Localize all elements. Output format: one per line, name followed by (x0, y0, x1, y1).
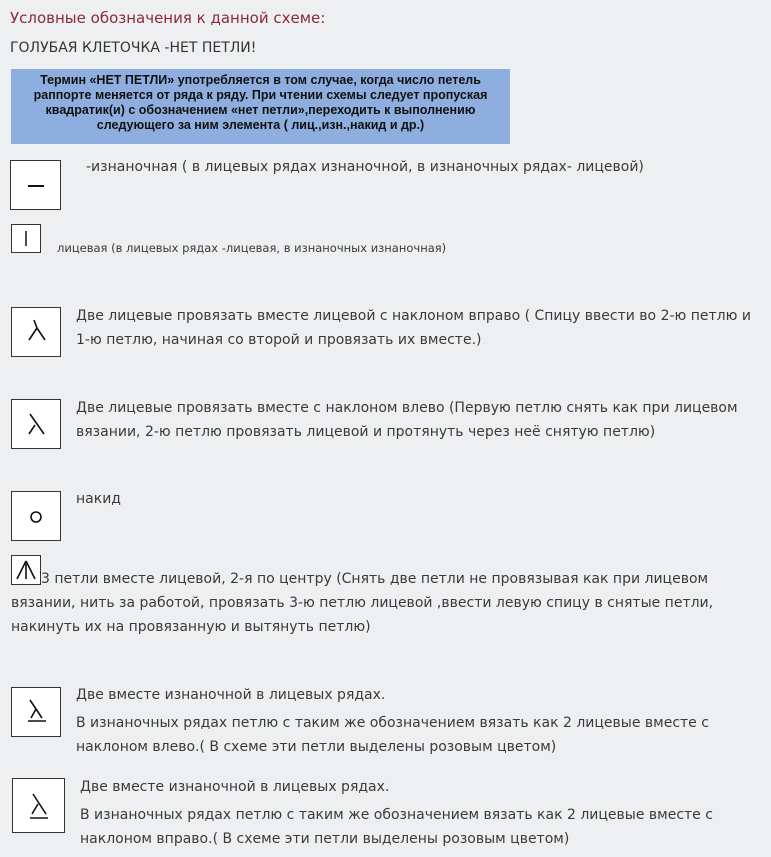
legend-line: 1-ю петлю, начиная со второй и провязать их вместе.) (76, 332, 482, 348)
note-line: Термин «НЕТ ПЕТЛИ» употребляется в том случае, когда число петель (40, 73, 481, 87)
legend-text-yarn-over: накид (76, 491, 121, 507)
legend-text-p2tog-left (76, 683, 709, 759)
legend-line: Две лицевые провязать вместе с наклоном влево (Первую петлю снять как при лицевом (76, 400, 738, 416)
k2tog-right-symbol-icon (11, 307, 61, 357)
legend-line: Две лицевые провязать вместе лицевой с наклоном вправо ( Спицу ввести во 2-ю петлю и (76, 308, 751, 324)
legend-line: наклоном влево.( В схеме эти петли выделены розовым цветом) (76, 739, 557, 755)
p2tog-left-symbol-icon (11, 687, 61, 737)
legend-line: 3 петли вместе лицевой, 2-я по центру (Снять две петли не провязывая как при лицевом (41, 571, 709, 587)
legend-text-k3tog-center (11, 567, 713, 639)
p2tog-right-symbol-icon (12, 778, 65, 833)
k2tog-left-symbol-icon (11, 399, 61, 449)
knit-symbol-icon (11, 224, 41, 253)
legend-line: вязании, 2-ю петлю провязать лицевой и протянуть через неё снятую петлю) (76, 424, 656, 440)
note-line: раппорте меняется от ряда к ряду. При чтении схемы следует пропуская (33, 88, 488, 102)
blue-cell-heading: ГОЛУБАЯ КЛЕТОЧКА -НЕТ ПЕТЛИ! (10, 40, 257, 56)
yarn-over-symbol-icon (11, 491, 61, 541)
legend-text-knit: лицевая (в лицевых рядах -лицевая, в изнаночных изнаночная) (57, 241, 447, 255)
page-title: Условные обозначения к данной схеме: (10, 9, 326, 27)
legend-line: В изнаночных рядах петлю с таким же обозначением вязать как 2 лицевые вместе с (76, 715, 709, 731)
legend-line: Две вместе изнаночной в лицевых рядах. (80, 779, 390, 795)
legend-line: В изнаночных рядах петлю с таким же обозначением вязать как 2 лицевые вместе с (80, 807, 713, 823)
legend-line: вязании, нить за работой, провязать 3-ю петлю лицевой ,ввести левую спицу в снятые петли, (11, 595, 714, 611)
no-stitch-note (11, 69, 510, 144)
legend-line: накинуть их на провязанную и вытянуть петлю) (11, 619, 371, 635)
legend-line: Две вместе изнаночной в лицевых рядах. (76, 687, 386, 703)
legend-line: наклоном вправо.( В схеме эти петли выделены розовым цветом) (80, 831, 570, 847)
legend-text-purl: -изнаночная ( в лицевых рядах изнаночной, в изнаночных рядах- лицевой) (86, 159, 644, 175)
note-line: следующего за ним элемента ( лиц.,изн.,накид и др.) (96, 118, 425, 132)
legend-text-k2tog-right (76, 304, 751, 352)
note-line: квадратик(и) с обозначением «нет петли»,переходить к выполнению (45, 103, 476, 117)
purl-symbol-icon (10, 160, 61, 210)
legend-text-p2tog-right (80, 775, 713, 851)
legend-text-k2tog-left (76, 396, 738, 444)
